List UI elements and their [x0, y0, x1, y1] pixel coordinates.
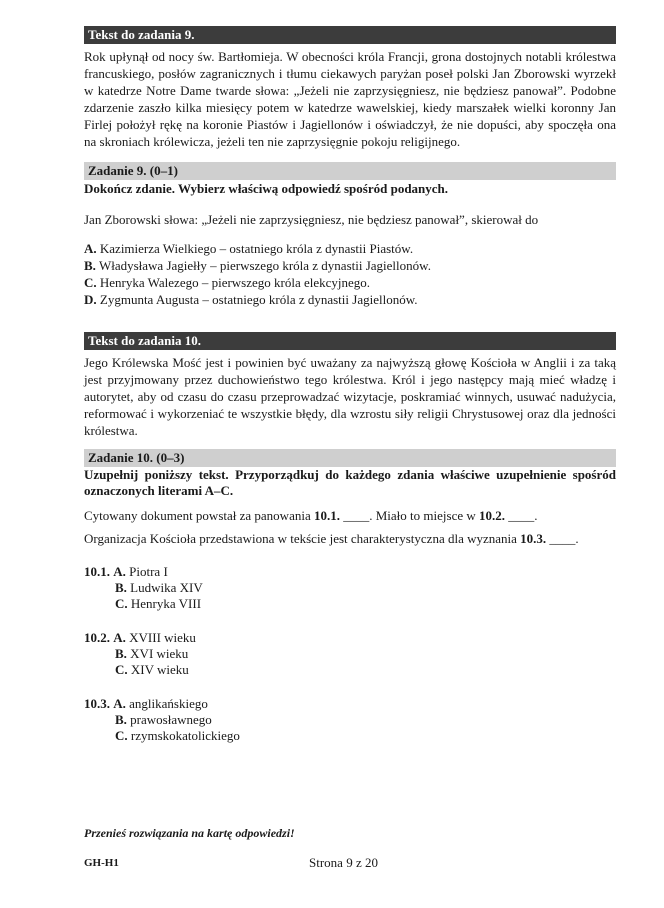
option-letter: C.	[84, 275, 97, 290]
option-d	[84, 291, 616, 308]
answer-group-10-3	[84, 696, 616, 744]
option-letter: A.	[113, 630, 126, 645]
option-b	[84, 257, 616, 274]
exam-code: GH-H1	[84, 857, 119, 869]
option-letter: B.	[84, 258, 96, 273]
sentence-text: ____. Miało to miejsce w	[339, 508, 479, 523]
answer-group-10-1	[84, 564, 616, 612]
option-letter: C.	[115, 662, 128, 677]
page-number: Strona 9 z 20	[309, 855, 378, 870]
task10-instruction: Uzupełnij poniższy tekst. Przyporządkuj do każdego zdania właściwe uzupełnienie spośród oznaczonych literami A–C.	[84, 467, 616, 498]
gap-ref: 10.2.	[479, 508, 505, 523]
task9-question: Jan Zborowski słowa: „Jeżeli nie zaprzysięgniesz, nie będziesz panował”, skierował do	[84, 212, 539, 227]
option-text: Kazimierza Wielkiego – ostatniego króla z dynastii Piastów.	[99, 241, 414, 256]
option-text: Zygmunta Augusta – ostatniego króla z dynastii Jagiellonów.	[99, 292, 418, 307]
group-number: 10.1.	[84, 564, 110, 579]
option-letter: B.	[115, 712, 127, 727]
task10-header: Zadanie 10. (0–3)	[84, 449, 616, 467]
exam-page	[84, 26, 616, 744]
option-letter: A.	[113, 696, 126, 711]
task9-header: Zadanie 9. (0–1)	[84, 162, 616, 180]
sentence-text: Organizacja Kościoła przedstawiona w tekście jest charakterystyczna dla wyznania	[84, 531, 521, 546]
answer-group-10-2	[84, 630, 616, 678]
group-number: 10.3.	[84, 696, 110, 711]
task10-sentence-2	[84, 530, 616, 547]
task10-source-text: Jego Królewska Mość jest i powinien być uważany za najwyższą głowę Kościoła w Anglii i za taką jest przyjmowany przez duchowieństwo tego królestwa. Król i jego następcy mają mieć władzę i autorytet, aby od czasu do czasu przeprowadzać wizytacje, poskramiać winnych, usuwać nadużycia, reformować i wykorzeniać te wszystkie błędy, dla wzrostu siły religii Chrystusowej oraz dla jedności królestwa.	[84, 355, 616, 438]
option-a	[84, 240, 616, 257]
option-letter: A.	[84, 241, 97, 256]
option-text: anglikańskiego	[129, 696, 208, 711]
option-c	[84, 274, 616, 291]
task10-text-header: Tekst do zadania 10.	[84, 332, 616, 350]
option-text: XVI wieku	[130, 646, 189, 661]
option-text: XVIII wieku	[129, 630, 196, 645]
option-letter: C.	[115, 728, 128, 743]
option-letter: B.	[115, 646, 127, 661]
transfer-answers-note: Przenieś rozwiązania na kartę odpowiedzi!	[84, 826, 295, 840]
sentence-text: Cytowany dokument powstał za panowania	[84, 508, 314, 523]
sentence-text: ____.	[505, 508, 538, 523]
gap-ref: 10.1.	[313, 508, 340, 523]
option-letter: C.	[115, 596, 128, 611]
task9-text-header: Tekst do zadania 9.	[84, 26, 616, 44]
option-letter: B.	[115, 580, 127, 595]
sentence-text: ____.	[546, 531, 579, 546]
task9-instruction: Dokończ zdanie. Wybierz właściwą odpowiedź spośród podanych.	[84, 181, 449, 196]
task9-source-text: Rok upłynął od nocy św. Bartłomieja. W obecności króla Francji, grona dostojnych notabli królestwa francuskiego, posłów zagranicznych i tłumu ciekawych paryżan poseł polski Jan Zborowski wyrzekł w katedrze Notre Dame twarde słowa: „Jeżeli nie zaprzysięgniesz, nie będziesz panował”. Podobne zdarzenie zaszło kilka miesięcy potem w katedrze wawelskiej, kiedy marszałek wielki koronny Jan Firlej położył rękę na koronie Piastów i Jagiellonów i oświadczył, że nie dopuści, aby spoczęła ona na skroniach królewicza, jeżeli ten nie zaprzysięgnie pokoju religijnego.	[84, 49, 616, 149]
group-number: 10.2.	[84, 630, 110, 645]
option-text: XIV wieku	[130, 662, 189, 677]
gap-ref: 10.3.	[520, 531, 547, 546]
option-text: Piotra I	[129, 564, 168, 579]
option-text: prawosławnego	[130, 712, 212, 727]
option-text: Henryka Walezego – pierwszego króla elekcyjnego.	[99, 275, 371, 290]
option-text: Ludwika XIV	[130, 580, 203, 595]
option-letter: A.	[113, 564, 126, 579]
option-letter: D.	[84, 292, 97, 307]
task9-options	[84, 240, 616, 308]
option-text: Władysława Jagiełły – pierwszego króla z dynastii Jagiellonów.	[98, 258, 431, 273]
option-text: Henryka VIII	[130, 596, 202, 611]
task10-sentence-1	[84, 507, 616, 524]
option-text: rzymskokatolickiego	[130, 728, 240, 743]
